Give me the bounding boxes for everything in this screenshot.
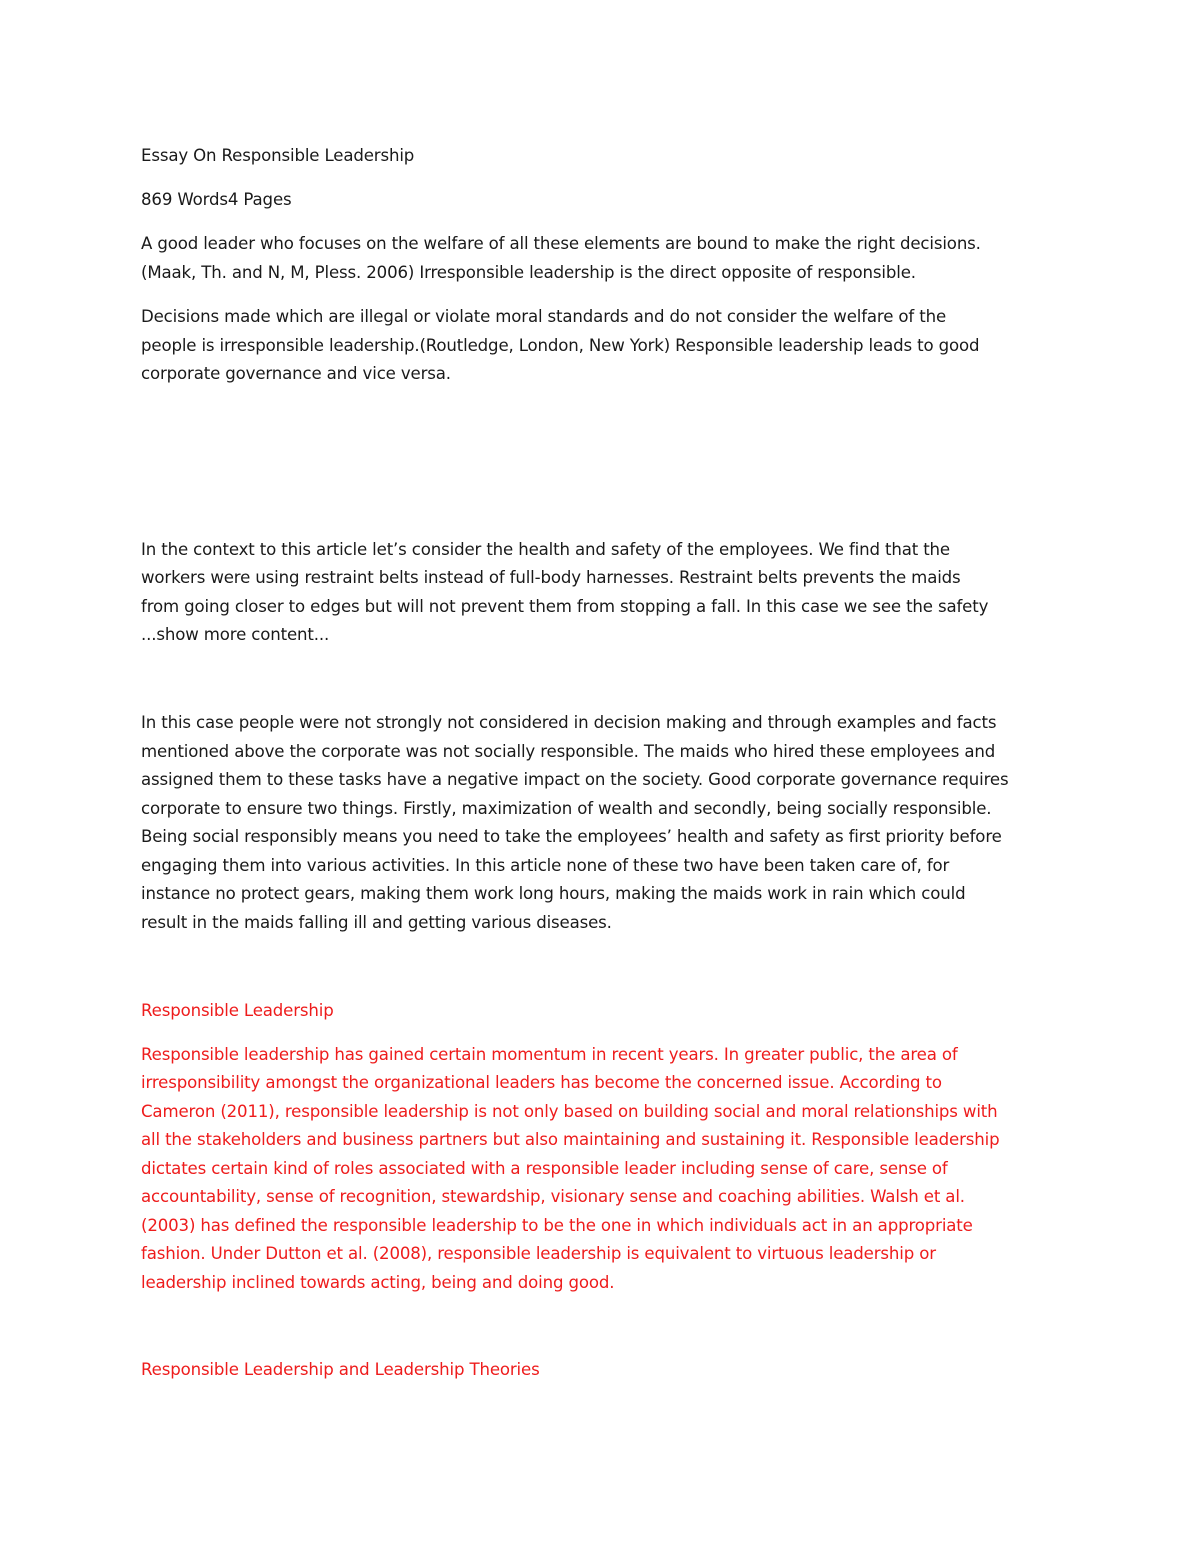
section-1-line-2: irresponsibility amongst the organizational leaders has become the concerned issue. According to xyxy=(141,1073,942,1092)
section-1-line-4: all the stakeholders and business partners but also maintaining and sustaining it. Responsible leadership xyxy=(141,1130,1000,1149)
paragraph-4-line-2: mentioned above the corporate was not socially responsible. The maids who hired these employees and xyxy=(141,742,996,761)
section-1-line-7: (2003) has defined the responsible leadership to be the one in which individuals act in an appropriate xyxy=(141,1216,973,1235)
paragraph-4-line-6: engaging them into various activities. In this article none of these two have been taken care of, for xyxy=(141,856,950,875)
section-1-line-8: fashion. Under Dutton et al. (2008), responsible leadership is equivalent to virtuous leadership or xyxy=(141,1244,936,1263)
show-more-content-link[interactable]: ...show more content... xyxy=(141,625,330,644)
document-title: Essay On Responsible Leadership xyxy=(141,146,415,165)
paragraph-2-line-3: corporate governance and vice versa. xyxy=(141,364,451,383)
document-meta: 869 Words4 Pages xyxy=(141,190,292,209)
paragraph-4-line-1: In this case people were not strongly not considered in decision making and through examples and facts xyxy=(141,713,997,732)
paragraph-2-line-2: people is irresponsible leadership.(Routledge, London, New York) Responsible leadership leads to good xyxy=(141,336,980,355)
paragraph-4-line-3: assigned them to these tasks have a negative impact on the society. Good corporate governance requires xyxy=(141,770,1009,789)
paragraph-3-line-2: workers were using restraint belts instead of full-body harnesses. Restraint belts prevents the maids xyxy=(141,568,961,587)
paragraph-3-line-3: from going closer to edges but will not prevent them from stopping a fall. In this case we see the safety xyxy=(141,597,989,616)
section-1-line-6: accountability, sense of recognition, stewardship, visionary sense and coaching abilities. Walsh et al. xyxy=(141,1187,965,1206)
section-1-line-9: leadership inclined towards acting, being and doing good. xyxy=(141,1273,615,1292)
section-1-line-5: dictates certain kind of roles associated with a responsible leader including sense of care, sense of xyxy=(141,1159,948,1178)
section-1-heading: Responsible Leadership xyxy=(141,1001,334,1020)
section-2-heading: Responsible Leadership and Leadership Theories xyxy=(141,1360,540,1379)
paragraph-4-line-7: instance no protect gears, making them work long hours, making the maids work in rain which could xyxy=(141,884,966,903)
paragraph-4-line-8: result in the maids falling ill and getting various diseases. xyxy=(141,913,612,932)
paragraph-1-line-1: A good leader who focuses on the welfare of all these elements are bound to make the right decisions. xyxy=(141,234,981,253)
paragraph-1-line-2: (Maak, Th. and N, M, Pless. 2006) Irresponsible leadership is the direct opposite of responsible. xyxy=(141,263,916,282)
paragraph-4-line-4: corporate to ensure two things. Firstly, maximization of wealth and secondly, being socially responsible. xyxy=(141,799,992,818)
section-1-line-1: Responsible leadership has gained certain momentum in recent years. In greater public, the area of xyxy=(141,1045,958,1064)
paragraph-3-line-1: In the context to this article let’s consider the health and safety of the employees. We find that the xyxy=(141,540,950,559)
paragraph-2-line-1: Decisions made which are illegal or violate moral standards and do not consider the welfare of the xyxy=(141,307,947,326)
paragraph-4-line-5: Being social responsibly means you need to take the employees’ health and safety as first priority before xyxy=(141,827,1002,846)
section-1-line-3: Cameron (2011), responsible leadership is not only based on building social and moral relationships with xyxy=(141,1102,998,1121)
